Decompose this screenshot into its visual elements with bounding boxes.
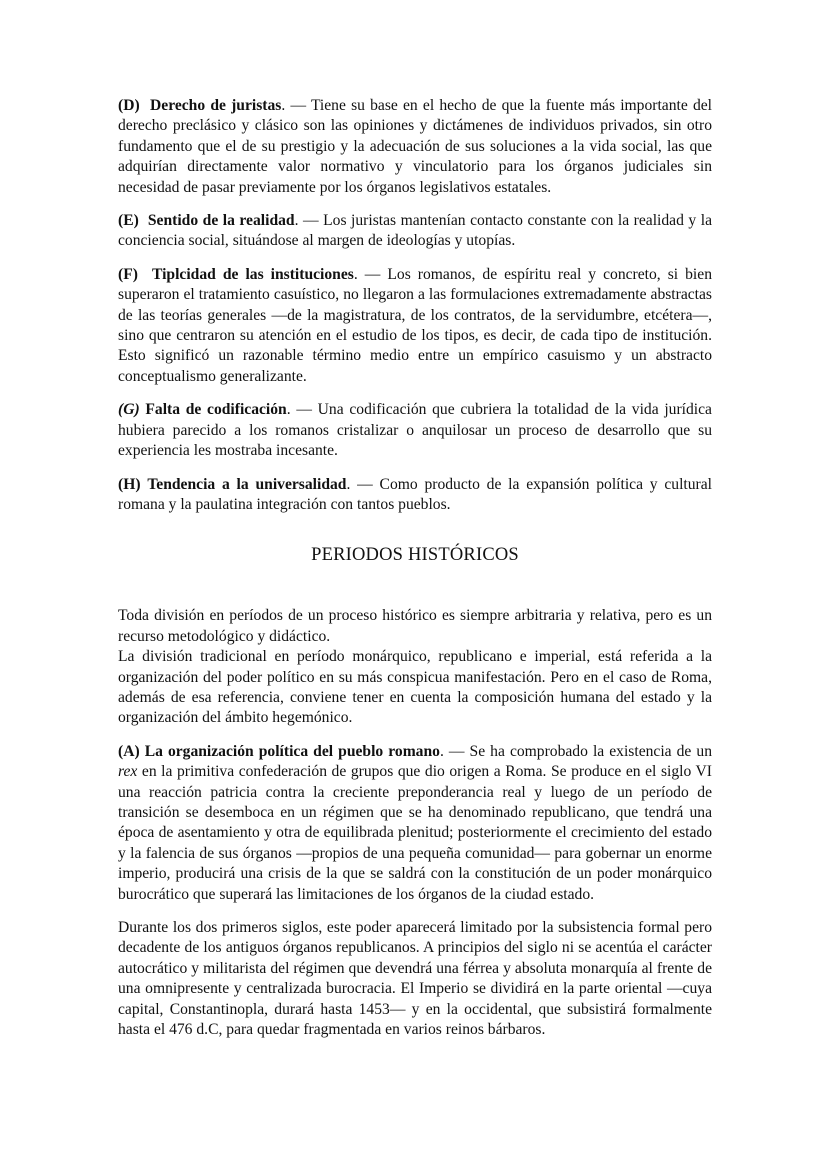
section-e-sep: . — bbox=[294, 212, 324, 230]
section-f-sep: . — bbox=[353, 265, 388, 283]
section-a-italic-word: rex bbox=[118, 763, 138, 781]
section-a-label: (A) bbox=[118, 742, 140, 760]
section-h-sep: . — bbox=[346, 475, 380, 493]
final-paragraph: Durante los dos primeros siglos, este poder aparecerá limitado por la subsistencia formal pero decadente de los antiguos órganos republicanos. A principios del siglo ni se acentúa el carácter autocrático y militarista del régimen que devendrá una férrea y absoluta monarquía al frente de una omnipresente y centralizada burocracia. El Imperio se dividirá en la parte oriental —cuya capital, Constantinopla, durará hasta 1453— y en la occidental, que subsistirá formalmente hasta el 476 d.C, para quedar fragmentada en varios reinos bárbaros. bbox=[118, 919, 712, 1039]
section-d bbox=[118, 96, 712, 198]
intro-paragraph-2: La división tradicional en período monárquico, republicano e imperial, está referida a la organización del poder político en su más conspicua manifestación. Pero en el caso de Roma, además de esa referencia, conviene tener en cuenta la composición humana del estado y la organización del ámbito hegemónico. bbox=[118, 648, 712, 727]
section-d-sep: . — bbox=[281, 97, 311, 114]
section-e-label: (E) bbox=[118, 212, 139, 230]
section-a-text-before: Se ha comprobado la existencia de un bbox=[469, 742, 712, 760]
section-g bbox=[118, 400, 712, 461]
section-g-sep: . — bbox=[286, 401, 318, 419]
section-heading: PERIODOS HISTÓRICOS bbox=[311, 545, 519, 566]
section-f-title: Tiplcidad de las instituciones bbox=[151, 265, 354, 283]
section-g-text: Una codificación que cubriera la totalidad de la vida jurídica hubiera parecido a los romanos cristalizar o anquilosar un proceso de desarrollo que su experiencia les mostraba incesante. bbox=[118, 401, 712, 460]
section-e-text: Los juristas mantenían contacto constante con la realidad y la conciencia social, situándose al margen de ideologías y utopías. bbox=[118, 212, 713, 250]
section-f bbox=[118, 265, 712, 387]
section-e bbox=[118, 211, 712, 252]
section-h bbox=[118, 475, 712, 516]
section-e-title: Sentido de la realidad bbox=[147, 212, 295, 230]
section-a-text-after: en la primitiva confederación de grupos que dio origen a Roma. Se produce en el siglo VI una reacción patricia contra la creciente preponderancia real y luego de un período de transición se desemboca en un régimen que se ha denominado republicano, que tendrá una época de asentamiento y otra de equilibrada plenitud; posteriormente el crecimiento del estado y la falencia de sus órganos —propios de una pequeña comunidad— para gobernar un enorme imperio, producirá una crisis de la que se saldrá con la constitución de un poder monárquico burocrático que superará las limitaciones de los órganos de la ciudad estado. bbox=[118, 763, 712, 903]
section-h-title: Tendencia a la universalidad bbox=[147, 475, 347, 493]
section-d-title: Derecho de juristas bbox=[150, 97, 282, 114]
section-g-title: Falta de codificación bbox=[145, 401, 287, 419]
section-g-label: (G) bbox=[118, 401, 140, 419]
section-a-title: La organización política del pueblo romano bbox=[144, 742, 440, 760]
intro-paragraph-1: Toda división en períodos de un proceso histórico es siempre arbitraria y relativa, pero es un recurso metodológico y didáctico. bbox=[118, 607, 712, 645]
section-f-text: Los romanos, de espíritu real y concreto, si bien superaron el tratamiento casuístico, no llegaron a las formulaciones extremadamente abstractas de las teorías generales —de la magistratura, de los contratos, de la servidumbre, etcétera—, sino que centraron su atención en el estudio de los tipos, es decir, de cada tipo de institución. Esto significó un razonable término medio entre un empírico casuismo y un abstracto conceptualismo generalizante. bbox=[118, 265, 712, 385]
section-h-text: Como producto de la expansión política y cultural romana y la paulatina integración con tantos pueblos. bbox=[118, 475, 712, 513]
section-d-label: (D) bbox=[118, 97, 140, 114]
section-d-text: Tiene su base en el hecho de que la fuente más importante del derecho preclásico y clásico son las opiniones y dictámenes de individuos privados, sin otro fundamento que el de su prestigio y la adecuación de sus soluciones a la vida social, las que adquirían directamente valor normativo y vinculatorio para los órganos judiciales sin necesidad de pasar previamente por los órganos legislativos estatales. bbox=[118, 97, 712, 196]
section-a bbox=[118, 742, 712, 905]
section-h-label: (H) bbox=[118, 475, 141, 493]
section-a-sep: . — bbox=[439, 742, 470, 760]
section-f-label: (F) bbox=[118, 265, 138, 283]
